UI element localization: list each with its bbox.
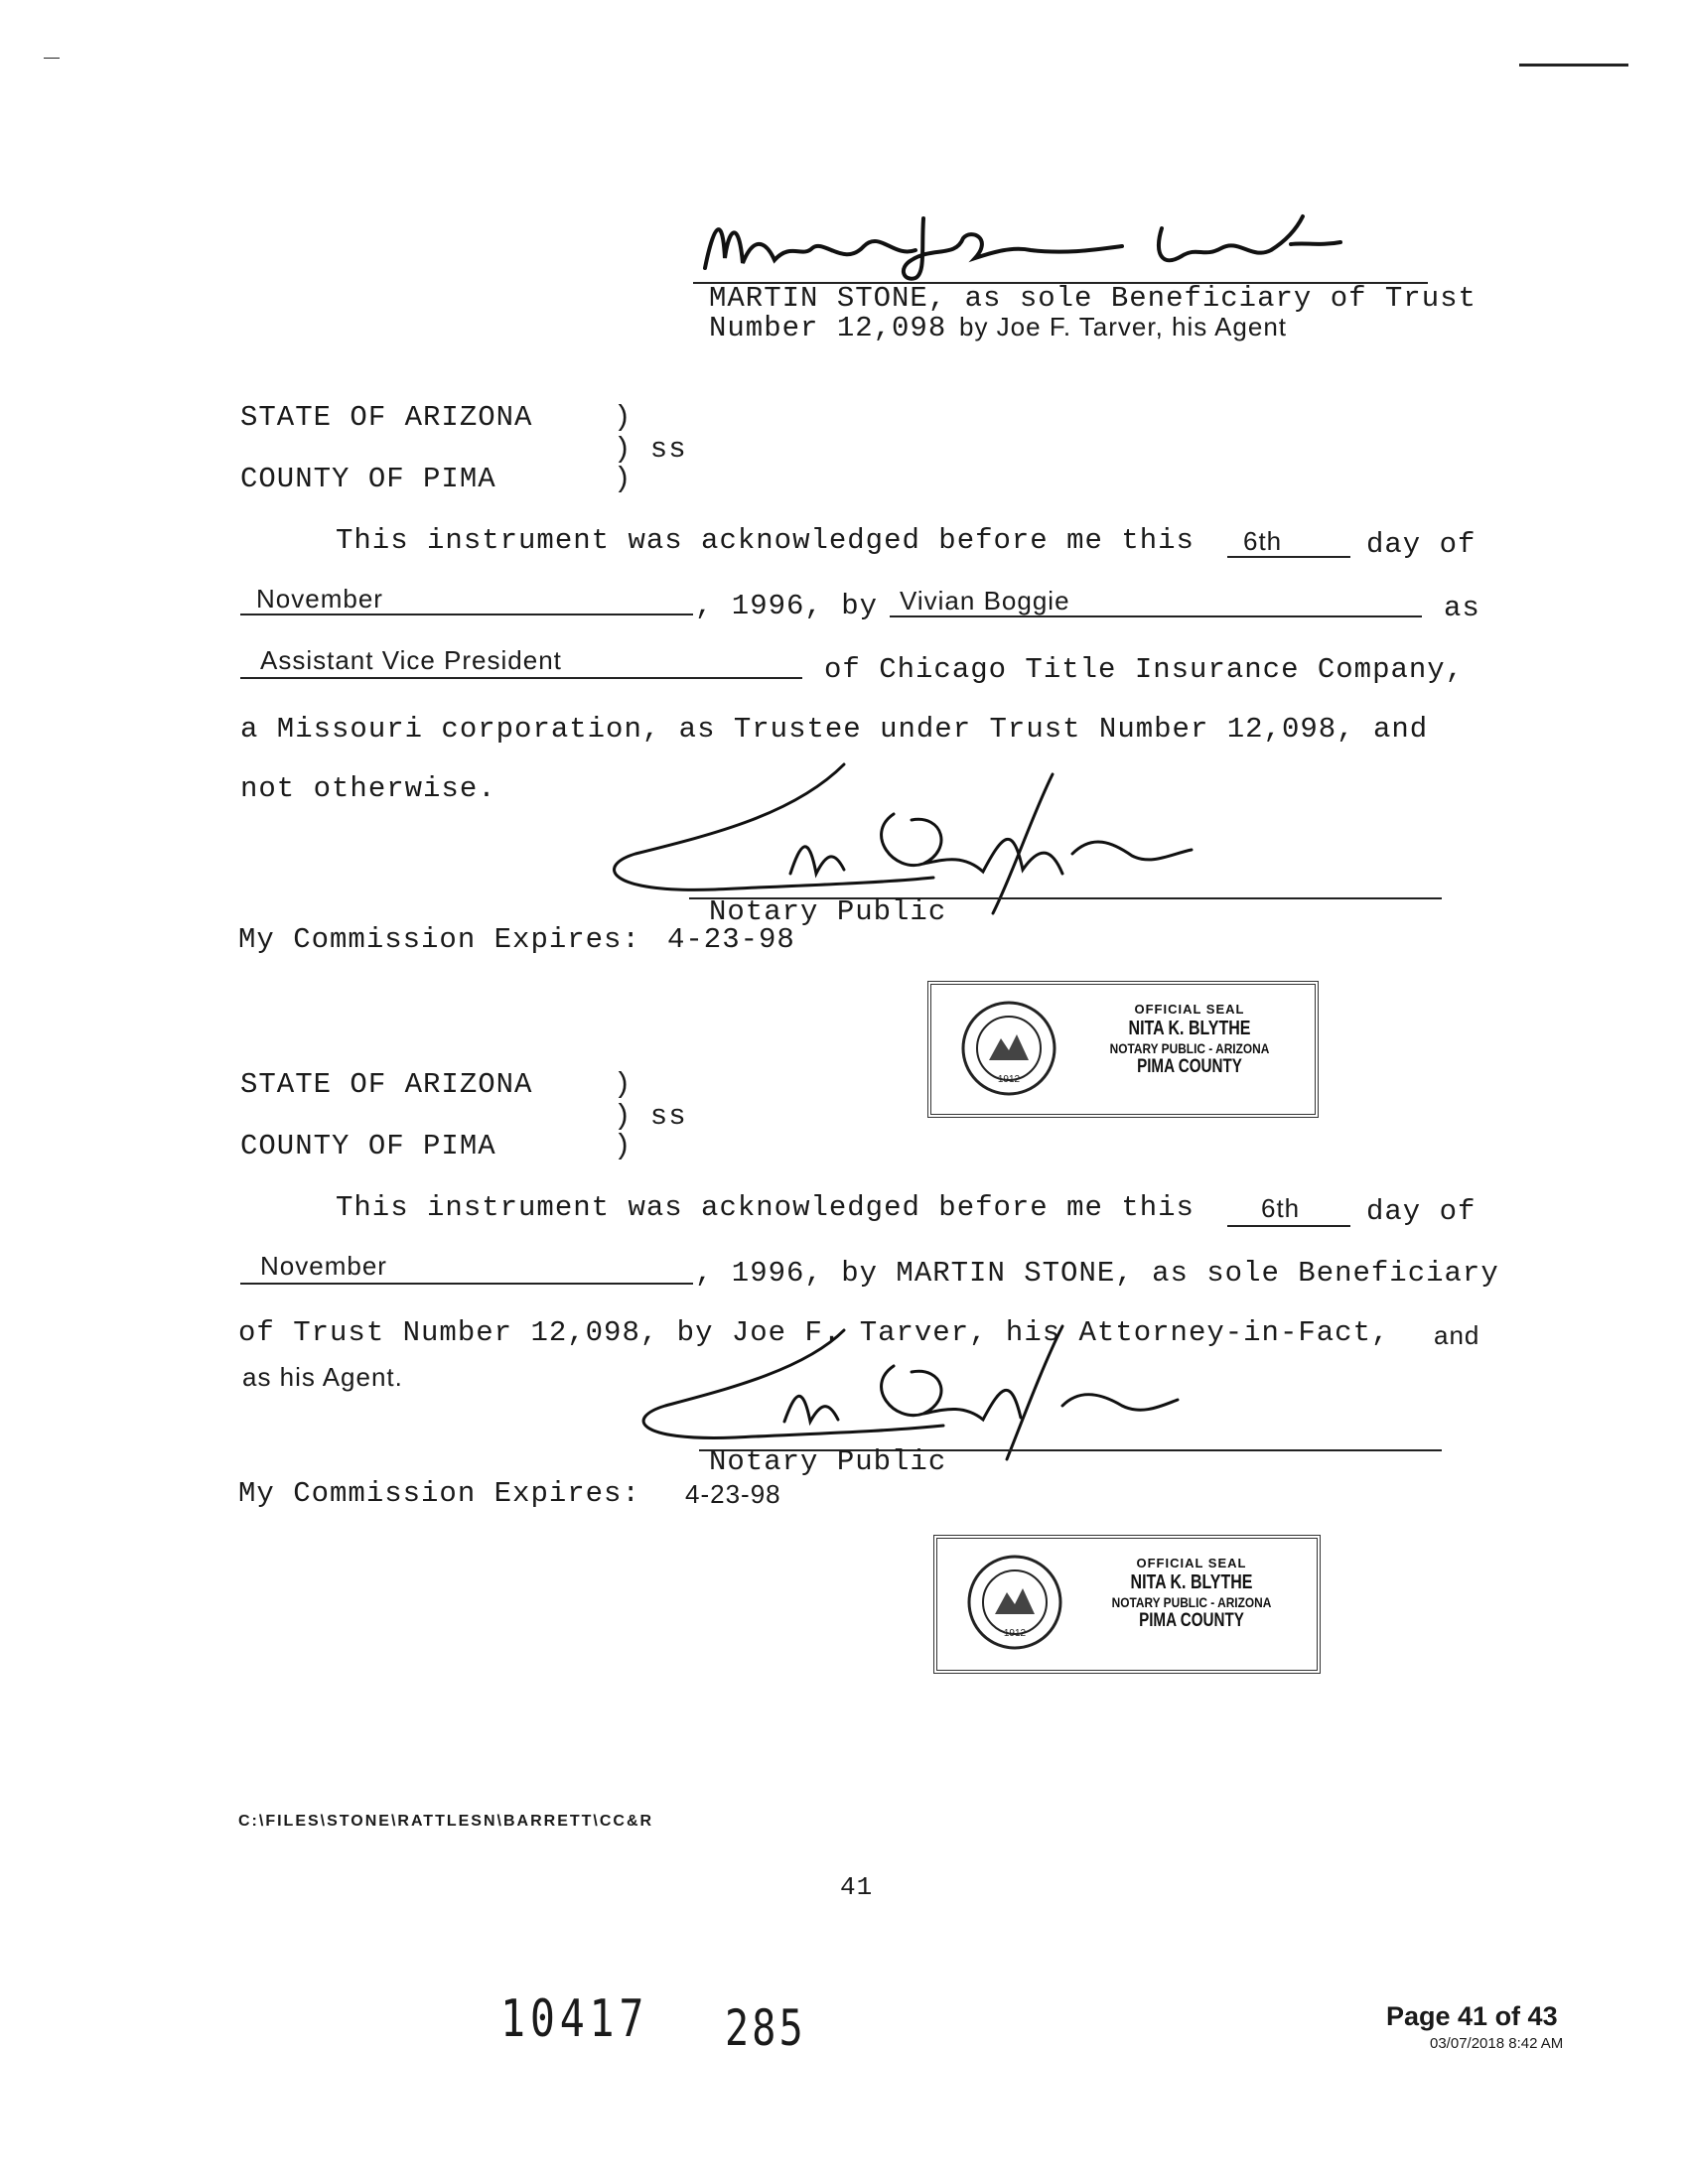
- ack-line3: of Trust Number 12,098, by Joe F. Tarver, his Attorney-in-Fact,: [238, 1316, 1390, 1349]
- scan-mark: [1519, 64, 1628, 67]
- state-seal-emblem: [965, 1553, 1064, 1652]
- seal-name: NITA K. BLYTHE: [1128, 1017, 1251, 1039]
- beneficiary-caption-line1: MARTIN STONE, as sole Beneficiary of Trust: [709, 282, 1477, 315]
- commission-label: My Commission Expires:: [238, 923, 640, 956]
- ack-day-of: day of: [1366, 528, 1477, 561]
- venue-county: COUNTY OF PIMA: [240, 463, 496, 495]
- ack-month-line: [240, 1283, 693, 1285]
- ack-line4: as his Agent.: [242, 1362, 403, 1392]
- commission-date: 4-23-98: [685, 1479, 781, 1509]
- seal-title: OFFICIAL SEAL: [1134, 1002, 1245, 1017]
- venue-state: STATE OF ARIZONA: [240, 401, 533, 434]
- venue-paren: ): [614, 1068, 633, 1101]
- ack-intro: This instrument was acknowledged before me this: [336, 1191, 1195, 1224]
- ack-signer-line: [890, 615, 1422, 617]
- print-timestamp: 03/07/2018 8:42 AM: [1430, 2035, 1564, 2052]
- ack-day-line: [1227, 556, 1350, 558]
- ack-signer: Vivian Boggie: [900, 586, 1070, 615]
- ack-line3-tail: and: [1434, 1320, 1480, 1350]
- seal-name: NITA K. BLYTHE: [1130, 1570, 1253, 1593]
- recording-book: 10417: [500, 1989, 649, 2049]
- commission-label: My Commission Expires:: [238, 1477, 640, 1510]
- ack-as: as: [1444, 592, 1480, 624]
- ack-month: November: [260, 1251, 387, 1281]
- ack-month-line: [240, 614, 693, 615]
- beneficiary-signature: [695, 199, 1370, 288]
- ack-title: Assistant Vice President: [260, 645, 562, 675]
- ack-line2: , 1996, by MARTIN STONE, as sole Beneficiary: [695, 1257, 1499, 1290]
- seal-county: PIMA COUNTY: [1139, 1610, 1244, 1632]
- svg-text:1912: 1912: [997, 1074, 1021, 1085]
- ack-day: 6th: [1261, 1193, 1301, 1223]
- ack-title-line: [240, 677, 802, 679]
- beneficiary-caption-line2a: Number 12,098: [709, 312, 947, 344]
- venue-county: COUNTY OF PIMA: [240, 1130, 496, 1162]
- ack-not-otherwise: not otherwise.: [240, 772, 496, 805]
- svg-text:1912: 1912: [1003, 1628, 1027, 1639]
- seal-text: [1082, 1557, 1301, 1632]
- ack-intro: This instrument was acknowledged before me this: [336, 524, 1195, 557]
- page-of-total: Page 41 of 43: [1386, 2001, 1558, 2031]
- seal-role: NOTARY PUBLIC - ARIZONA: [1111, 1593, 1272, 1610]
- venue-state: STATE OF ARIZONA: [240, 1068, 533, 1101]
- state-seal-emblem: [959, 999, 1058, 1098]
- venue-paren: ): [614, 401, 633, 434]
- venue-ss: ) ss: [614, 433, 687, 466]
- venue-ss: ) ss: [614, 1100, 687, 1133]
- notary-public-label: Notary Public: [709, 895, 947, 928]
- ack-day-line: [1227, 1225, 1350, 1227]
- ack-day: 6th: [1243, 526, 1283, 556]
- seal-title: OFFICIAL SEAL: [1136, 1556, 1247, 1570]
- commission-date: 4-23-98: [667, 923, 795, 956]
- notary-public-label: Notary Public: [709, 1445, 947, 1478]
- beneficiary-caption-line2b: by Joe F. Tarver, his Agent: [959, 312, 1288, 341]
- ack-month: November: [256, 584, 383, 614]
- ack-year-by: , 1996, by: [695, 590, 879, 622]
- ack-corp-line: a Missouri corporation, as Trustee under Trust Number 12,098, and: [240, 713, 1429, 746]
- seal-text: [1080, 1003, 1299, 1078]
- recording-page: 285: [725, 1999, 806, 2057]
- page-number: 41: [840, 1872, 874, 1902]
- venue-paren: ): [614, 1130, 633, 1162]
- notary-seal: [933, 1535, 1321, 1674]
- notary-seal: [927, 981, 1319, 1118]
- file-path: C:\FILES\STONE\RATTLESN\BARRETT\CC&R: [238, 1813, 654, 1830]
- seal-county: PIMA COUNTY: [1137, 1056, 1242, 1078]
- ack-day-of: day of: [1366, 1195, 1477, 1228]
- scan-mark: [44, 58, 60, 59]
- ack-company: of Chicago Title Insurance Company,: [824, 653, 1465, 686]
- seal-role: NOTARY PUBLIC - ARIZONA: [1109, 1039, 1270, 1056]
- venue-paren: ): [614, 463, 633, 495]
